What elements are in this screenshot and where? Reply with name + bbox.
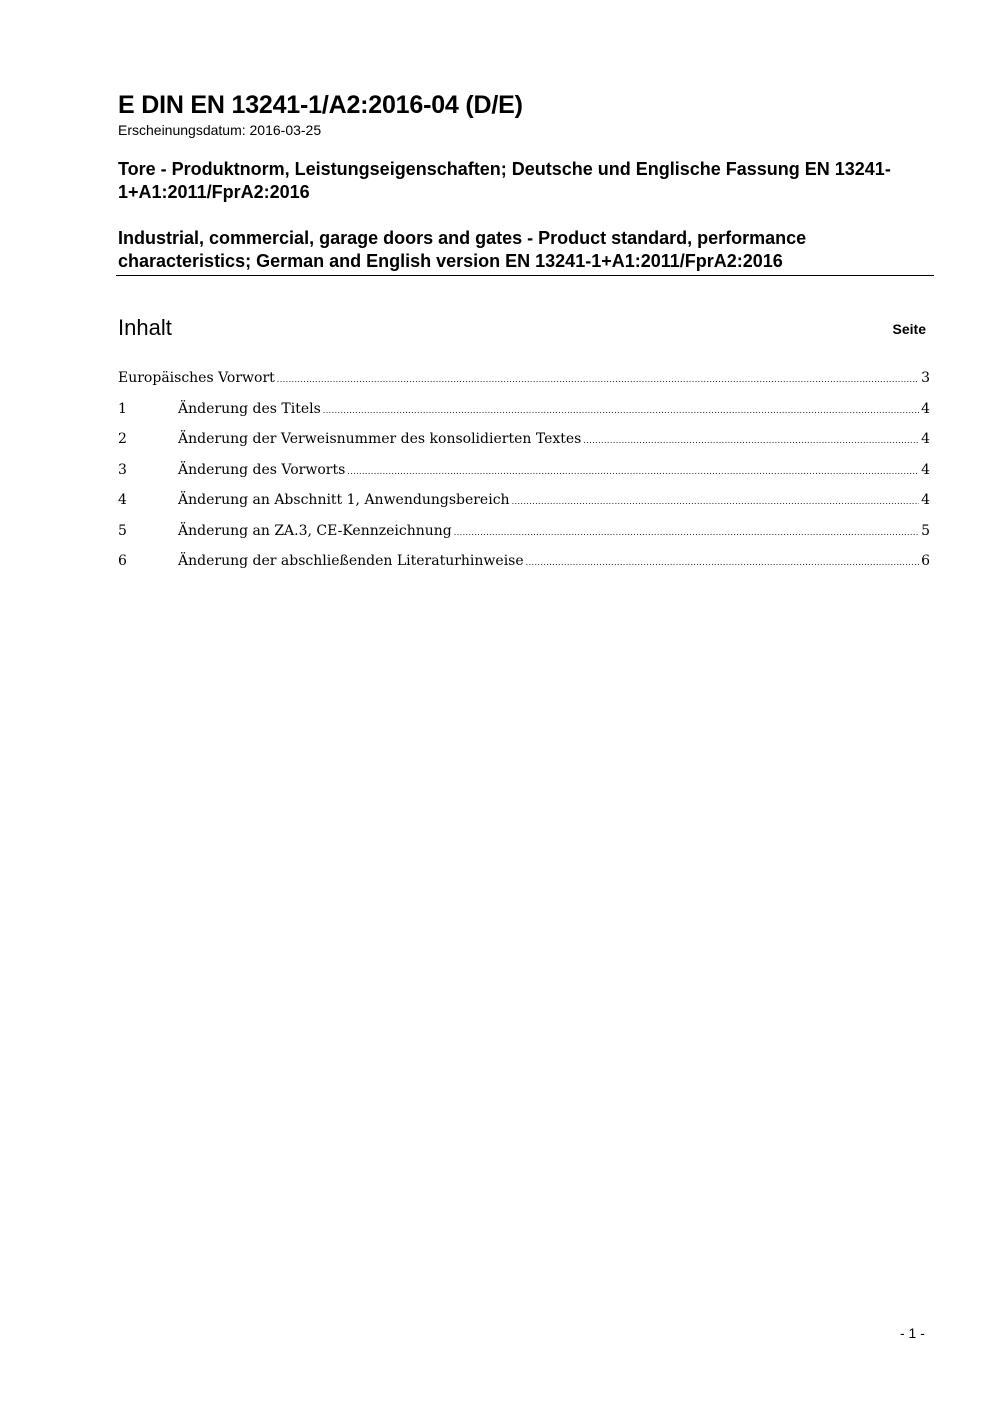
toc-heading: Inhalt (118, 315, 172, 340)
toc-entry-title: Änderung an ZA.3, CE-Kennzeichnung (178, 522, 452, 539)
toc-entry[interactable] (118, 553, 930, 584)
title-german: Tore - Produktnorm, Leistungseigenschaften; Deutsche und Englische Fassung EN 13241-1+A1:2011/FprA2:2016 (118, 159, 891, 202)
toc-entry-page: 4 (921, 400, 930, 417)
toc-dot-leader (512, 492, 920, 508)
title-english: Industrial, commercial, garage doors and gates - Product standard, performance characteristics; German and English version EN 13241-1+A1:2011/FprA2:2016 (118, 228, 807, 271)
toc-entry-number: 6 (118, 553, 127, 569)
toc-entry-title: Änderung der abschließenden Literaturhinweise (178, 553, 524, 569)
toc-entry-title: Änderung des Vorworts (178, 461, 346, 478)
toc-entry[interactable] (118, 401, 930, 432)
toc-entry[interactable] (118, 370, 930, 401)
toc-entry-page: 4 (921, 492, 930, 508)
header-divider (116, 275, 934, 276)
toc-entry-number: 2 (118, 431, 127, 447)
toc-entry[interactable] (118, 431, 930, 462)
toc-dot-leader (277, 370, 919, 386)
toc-entry-title: Änderung des Titels (178, 400, 321, 417)
toc-entry[interactable] (118, 492, 930, 523)
toc-dot-leader (526, 553, 919, 569)
table-of-contents (118, 370, 930, 584)
document-title: E DIN EN 13241-1/A2:2016-04 (D/E) (118, 91, 523, 119)
toc-entry-number: 4 (118, 492, 127, 508)
toc-entry-title: Europäisches Vorwort (118, 370, 275, 386)
toc-entry-page: 6 (921, 553, 930, 569)
toc-dot-leader (454, 523, 919, 539)
toc-dot-leader (583, 431, 919, 447)
toc-entry-number: 1 (118, 400, 127, 417)
publication-date: Erscheinungsdatum: 2016-03-25 (118, 122, 322, 138)
toc-entry-number: 5 (118, 522, 127, 539)
toc-entry-page: 5 (921, 522, 930, 539)
toc-entry[interactable] (118, 523, 930, 554)
toc-dot-leader (323, 401, 919, 417)
toc-entry-page: 4 (921, 431, 930, 447)
toc-entry-number: 3 (118, 461, 127, 478)
toc-entry-page: 4 (921, 461, 930, 478)
toc-page-column-label: Seite (892, 321, 926, 337)
toc-entry-title: Änderung der Verweisnummer des konsolidierten Textes (178, 431, 582, 447)
toc-entry-page: 3 (921, 370, 930, 386)
page-number: - 1 - (900, 1325, 925, 1341)
toc-entry-title: Änderung an Abschnitt 1, Anwendungsbereich (178, 492, 510, 508)
toc-dot-leader (347, 462, 919, 478)
toc-entry[interactable] (118, 462, 930, 493)
